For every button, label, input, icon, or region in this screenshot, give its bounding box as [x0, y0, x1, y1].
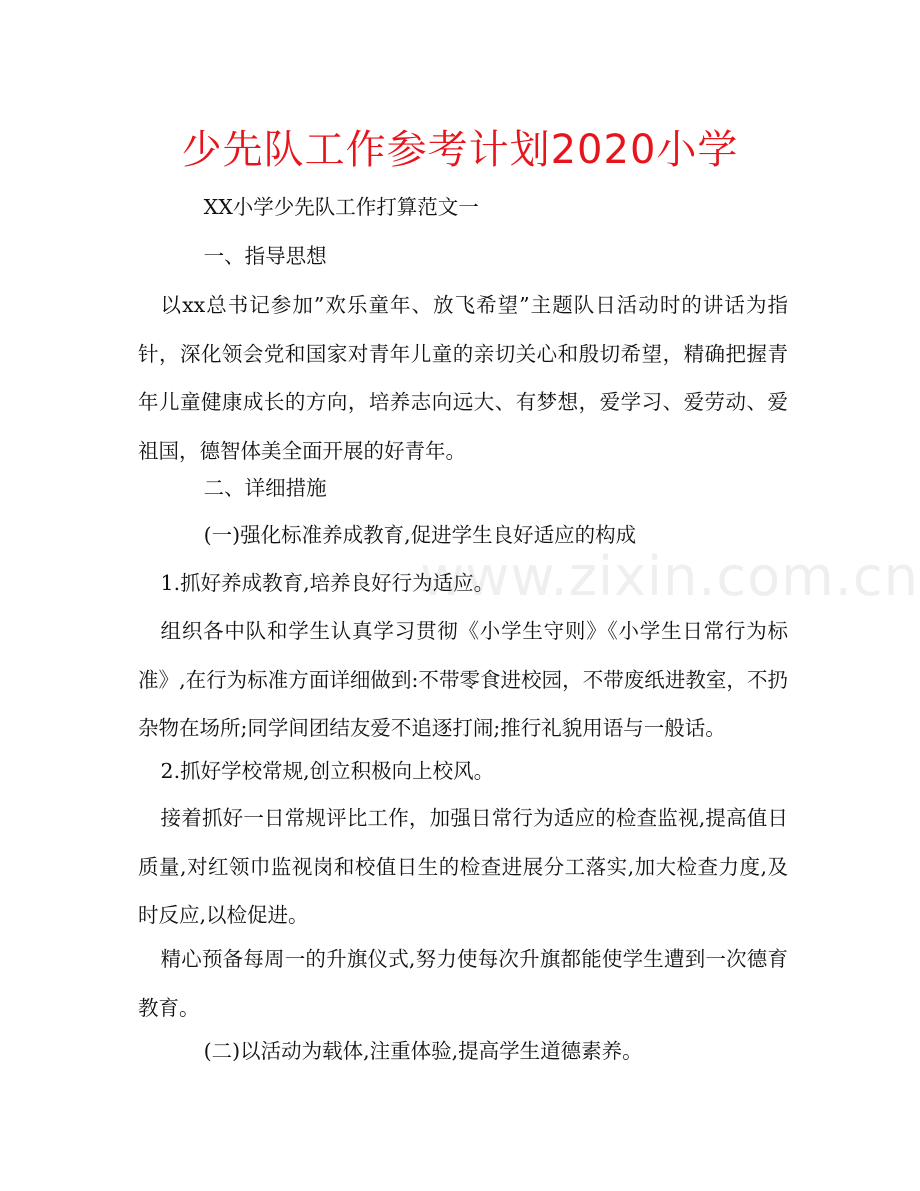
document-title: 少先队工作参考计划2020小学 — [181, 127, 739, 173]
paragraph-subtitle: XX小学少先队工作打算范文一 — [203, 195, 479, 219]
heading-guiding-ideology: 一、指导思想 — [203, 244, 327, 268]
heading-section-1: (一)强化标准养成教育,促进学生良好适应的构成 — [203, 523, 637, 547]
heading-measures: 二、详细措施 — [203, 476, 327, 500]
item-1-heading: 1.抓好养成教育,培养良好行为适应。 — [160, 571, 495, 595]
heading-section-2: (二)以活动为载体,注重体验,提高学生道德素养。 — [203, 1039, 643, 1063]
watermark: www.zixin.com.cn — [420, 545, 919, 608]
paragraph-guiding-ideology: 以xx总书记参加”欢乐童年、放飞希望”主题队日活动时的讲话为指针，深化领会党和国家对青年儿童的亲切关心和殷切希望，精确把握青年儿童健康成长的方向，培养志向远大、有梦想，爱学习、爱劳动、爱祖国，德智体美全面开展的好青年。 — [138, 293, 788, 463]
item-2-heading: 2.抓好学校常规,创立积极向上校风。 — [160, 759, 495, 783]
paragraph-item-1: 组织各中队和学生认真学习贯彻《小学生守则》《小学生日常行为标准》,在行为标准方面详细做到:不带零食进校园，不带废纸进教室，不扔杂物在场所;同学间团结友爱不追逐打闹;推行礼貌用语与一般话。 — [138, 619, 788, 740]
paragraph-item-2: 接着抓好一日常规评比工作，加强日常行为适应的检查监视,提高值日质量,对红领巾监视岗和校值日生的检查进展分工落实,加大检查力度,及时反应,以检促进。 — [138, 806, 788, 927]
paragraph-flag-ceremony: 精心预备每周一的升旗仪式,努力使每次升旗都能使学生遭到一次德育教育。 — [138, 947, 788, 1020]
